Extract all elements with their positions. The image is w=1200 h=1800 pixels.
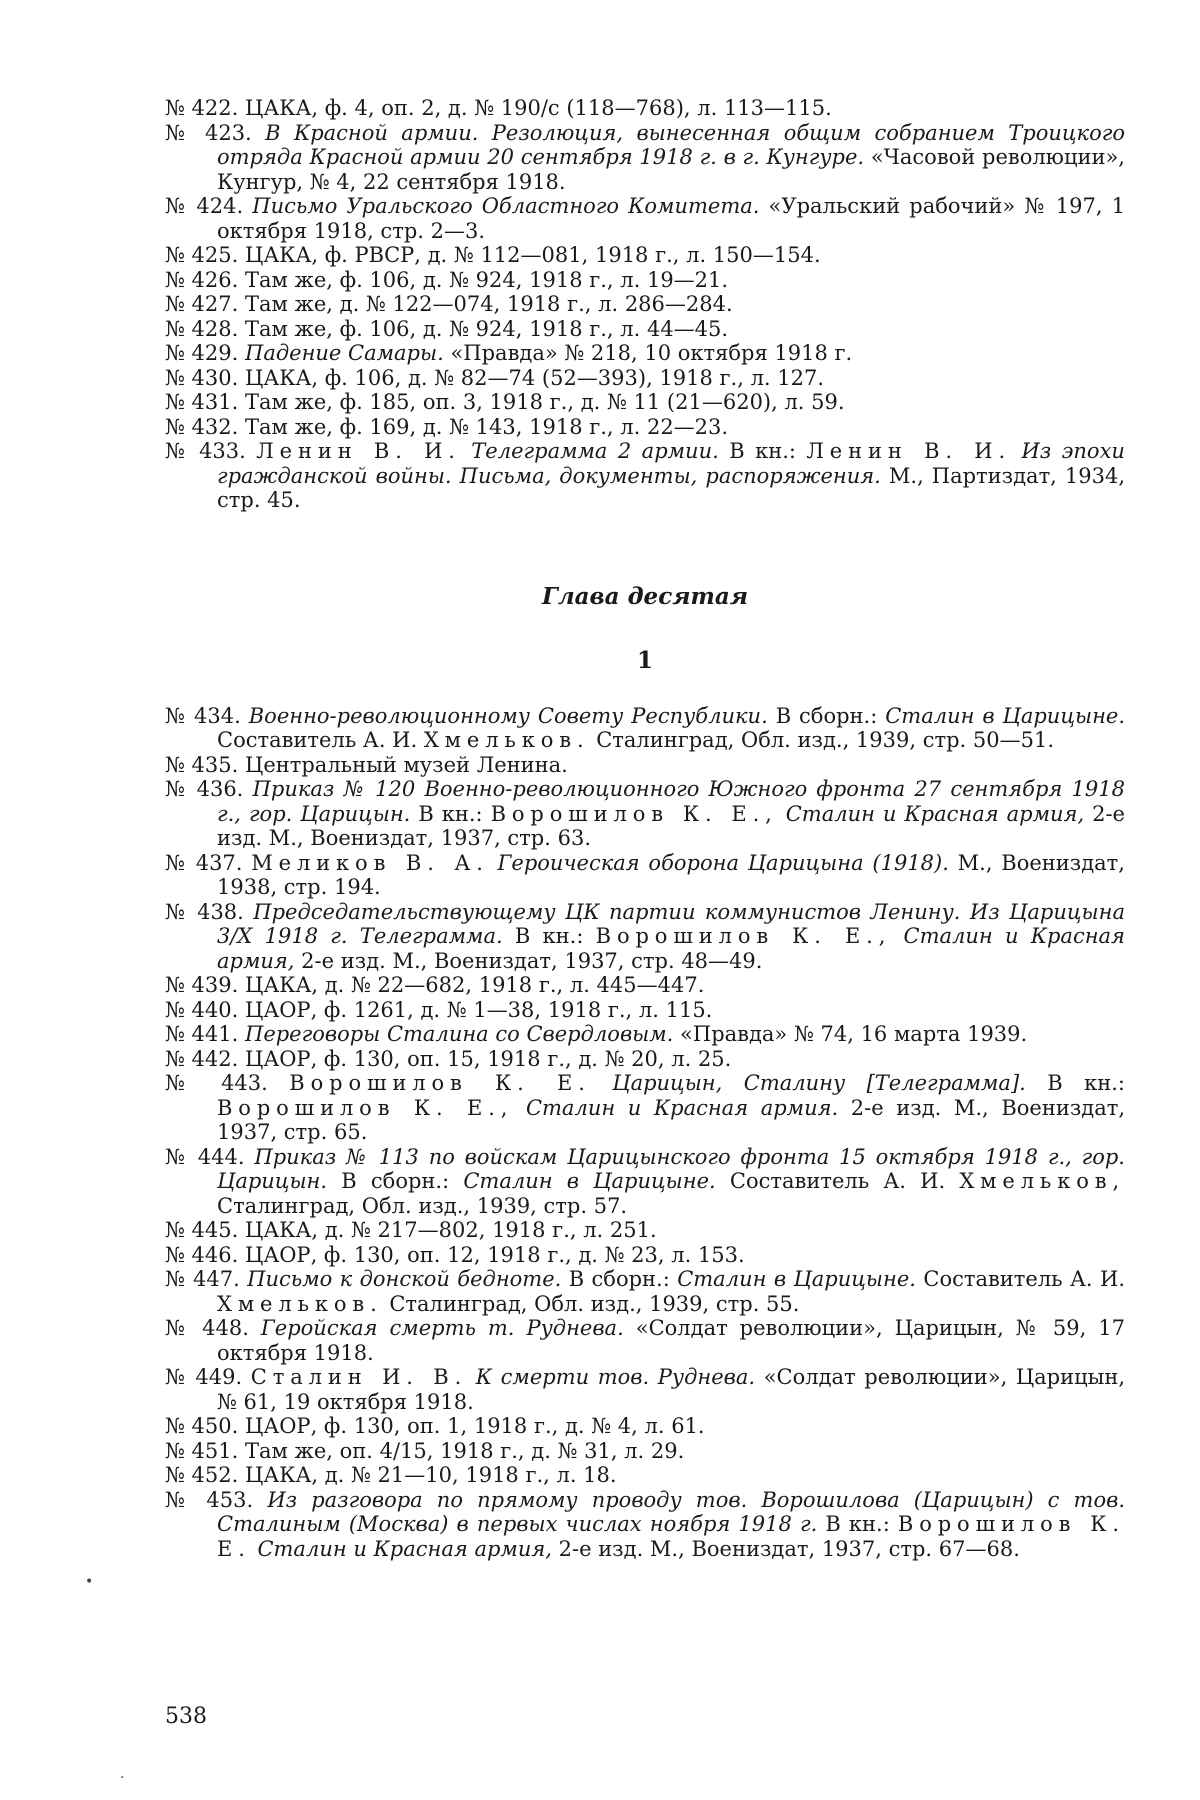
note-entry bbox=[165, 96, 1125, 121]
note-entry bbox=[165, 121, 1125, 195]
note-text: В кн.: bbox=[410, 801, 491, 826]
note-author: Ворошилов К. Е. bbox=[289, 1071, 591, 1095]
note-text bbox=[891, 924, 903, 948]
note-entry bbox=[165, 1145, 1125, 1219]
note-text: В кн.: bbox=[718, 439, 807, 463]
note-title: Из разговора по прямому проводу тов. Ворошилова (Царицын) с тов. Сталиным (Москва) в первых числах ноября 1918 г. bbox=[217, 1487, 1126, 1536]
note-number: № 435. bbox=[165, 752, 239, 777]
note-entry bbox=[165, 390, 1125, 415]
note-text: Там же, ф. 106, д. № 924, 1918 г., л. 44—45. bbox=[245, 316, 729, 341]
note-author: Ленин В. И. bbox=[806, 439, 1011, 463]
note-number: № 451. bbox=[165, 1438, 239, 1463]
note-author: Ленин В. И. bbox=[256, 439, 461, 463]
note-text: В сборн.: bbox=[767, 703, 886, 728]
note-number: № 424. bbox=[165, 194, 244, 218]
note-title: Военно-революционному Совету Республики. bbox=[248, 703, 768, 728]
note-text: В сборн.: bbox=[561, 1267, 678, 1291]
note-number: № 428. bbox=[165, 316, 239, 341]
note-number: № 449. bbox=[165, 1365, 243, 1389]
note-number: № 436. bbox=[165, 777, 244, 801]
note-text bbox=[489, 851, 498, 875]
stray-mark: • bbox=[85, 1574, 94, 1590]
note-entry bbox=[165, 973, 1125, 998]
note-number: № 422. bbox=[165, 96, 239, 120]
note-title: Из эпохи гражданской войны. Письма, документы, распоряжения. bbox=[217, 439, 1125, 488]
note-text: Составитель А. И. bbox=[715, 1169, 960, 1193]
note-entry bbox=[165, 194, 1125, 243]
note-text: В сборн.: bbox=[327, 1169, 464, 1193]
note-number: № 444. bbox=[165, 1144, 245, 1169]
note-text: «Солдат революции», Царицын, № 61, 19 октября 1918. bbox=[217, 1365, 1126, 1414]
note-author: Хмельков, bbox=[959, 1169, 1126, 1193]
note-text: В кн.: bbox=[502, 924, 596, 948]
note-number: № 423. bbox=[165, 120, 252, 145]
stray-mark: · bbox=[120, 1770, 125, 1786]
note-title: Письмо к донской бедноте. bbox=[247, 1267, 562, 1291]
note-number: № 438. bbox=[165, 899, 244, 924]
note-entry bbox=[165, 1463, 1125, 1488]
note-text: Там же, д. № 122—074, 1918 г., л. 286—284. bbox=[245, 292, 733, 316]
note-title: Сталин и Красная армия, bbox=[217, 924, 1125, 973]
note-title: Председательствующему ЦК партии коммунистов Ленину. Из Царицына 3/X 1918 г. Телеграмма. bbox=[217, 899, 1125, 948]
note-title: Геройская смерть т. Руднева. bbox=[260, 1316, 624, 1340]
note-text: ЦАКА, ф. 4, оп. 2, д. № 190/с (118—768), л. 113—115. bbox=[245, 96, 832, 120]
section-number: 1 bbox=[636, 647, 653, 674]
note-text: ЦАКА, д. № 22—682, 1918 г., л. 445—447. bbox=[245, 973, 705, 997]
note-author: Меликов В. А. bbox=[251, 850, 489, 875]
note-title: Падение Самары. bbox=[245, 341, 444, 365]
note-entry bbox=[165, 292, 1125, 317]
note-number: № 431. bbox=[165, 390, 239, 414]
note-number: № 445. bbox=[165, 1218, 239, 1242]
note-title: Сталин и Красная армия. bbox=[525, 1095, 839, 1120]
note-text: «Правда» № 218, 10 октября 1918 г. bbox=[443, 341, 853, 365]
note-number: № 450. bbox=[165, 1414, 239, 1438]
note-entry bbox=[165, 1267, 1125, 1316]
note-text: Там же, ф. 106, д. № 924, 1918 г., л. 19—21. bbox=[245, 267, 729, 292]
note-entry bbox=[165, 851, 1125, 900]
note-entry bbox=[165, 317, 1125, 342]
note-author: Ворошилов К. Е., bbox=[217, 1095, 514, 1120]
note-text bbox=[467, 1365, 476, 1389]
note-text: ЦАКА, д. № 21—10, 1918 г., л. 18. bbox=[245, 1463, 617, 1487]
note-text: «Уральский рабочий» № 197, 1 октября 1918, стр. 2—3. bbox=[217, 194, 1125, 243]
note-text: В кн.: bbox=[817, 1512, 898, 1536]
note-text: ЦАКА, д. № 217—802, 1918 г., л. 251. bbox=[245, 1218, 657, 1242]
note-text: Там же, ф. 185, оп. 3, 1918 г., д. № 11 (21—620), л. 59. bbox=[245, 390, 845, 414]
note-author: Ворошилов К. Е., bbox=[595, 924, 892, 948]
note-number: № 427. bbox=[165, 292, 239, 316]
note-title: Сталин и Красная армия, bbox=[257, 1536, 552, 1561]
note-entry bbox=[165, 1316, 1125, 1365]
note-entry bbox=[165, 439, 1125, 513]
note-text bbox=[461, 439, 471, 463]
note-text bbox=[591, 1071, 612, 1095]
note-entry bbox=[165, 1439, 1125, 1464]
note-text: Там же, оп. 4/15, 1918 г., д. № 31, л. 29. bbox=[245, 1438, 685, 1463]
note-number: № 432. bbox=[165, 414, 239, 439]
note-text: ЦАКА, ф. 106, д. № 82—74 (52—393), 1918 г., л. 127. bbox=[245, 365, 825, 390]
note-text: Сталинград, Обл. изд., 1939, стр. 50—51. bbox=[589, 728, 1055, 752]
note-entry bbox=[165, 1488, 1125, 1562]
note-number: № 443. bbox=[165, 1071, 268, 1095]
note-title: Царицын, Сталину [Телеграмма]. bbox=[612, 1071, 1026, 1095]
note-entry bbox=[165, 366, 1125, 391]
note-number: № 425. bbox=[165, 243, 239, 267]
note-number: № 447. bbox=[165, 1267, 240, 1291]
note-text: Центральный музей Ленина. bbox=[245, 752, 568, 777]
note-entry bbox=[165, 704, 1125, 753]
note-entry bbox=[165, 1071, 1125, 1145]
note-text bbox=[1011, 439, 1021, 463]
note-author: Ворошилов К. Е., bbox=[490, 801, 778, 826]
note-title: Сталин и Красная армия, bbox=[785, 801, 1085, 826]
note-number: № 448. bbox=[165, 1316, 249, 1340]
note-entry bbox=[165, 1414, 1125, 1439]
note-text: М., Воениздат, 1938, стр. 194. bbox=[217, 850, 1125, 899]
note-title: Сталин в Царицыне. bbox=[463, 1169, 716, 1193]
note-text: Составитель А. И. bbox=[217, 728, 424, 752]
note-text: Сталинград, Обл. изд., 1939, стр. 55. bbox=[382, 1291, 800, 1316]
document-page bbox=[165, 96, 1125, 1561]
note-text: «Часовой революции», Кунгур, № 4, 22 сентября 1918. bbox=[217, 145, 1125, 194]
note-number: № 452. bbox=[165, 1463, 239, 1487]
note-number: № 446. bbox=[165, 1242, 239, 1267]
note-text: М., Партиздат, 1934, стр. 45. bbox=[217, 463, 1126, 512]
note-number: № 430. bbox=[165, 365, 239, 390]
note-number: № 429. bbox=[165, 341, 239, 365]
note-text: Там же, ф. 169, д. № 143, 1918 г., л. 22—23. bbox=[245, 414, 729, 439]
note-text: ЦАОР, ф. 1261, д. № 1—38, 1918 г., л. 115. bbox=[245, 997, 713, 1022]
note-entry bbox=[165, 1365, 1125, 1414]
note-text: В кн.: bbox=[1025, 1071, 1126, 1095]
note-text: ЦАКА, ф. РВСР, д. № 112—081, 1918 г., л. 150—154. bbox=[245, 243, 821, 267]
note-entry bbox=[165, 753, 1125, 778]
note-entry bbox=[165, 900, 1125, 974]
note-number: № 453. bbox=[165, 1487, 254, 1512]
note-number: № 439. bbox=[165, 973, 239, 997]
note-entry bbox=[165, 243, 1125, 268]
note-title: К смерти тов. Руднева. bbox=[475, 1365, 756, 1389]
note-number: № 440. bbox=[165, 997, 239, 1022]
note-text: 2-е изд. М., Воениздат, 1937, стр. 67—68. bbox=[551, 1536, 1020, 1561]
note-text: ЦАОР, ф. 130, оп. 12, 1918 г., д. № 23, л. 153. bbox=[245, 1242, 745, 1267]
note-number: № 426. bbox=[165, 267, 239, 292]
note-entry bbox=[165, 341, 1125, 366]
note-text: Составитель А. И. bbox=[915, 1267, 1125, 1291]
note-text: 2-е изд. М., Воениздат, 1937, стр. 65. bbox=[217, 1095, 1126, 1144]
note-title: В Красной армии. Резолюция, вынесенная общим собранием Троицкого отряда Красной армии 20 сентября 1918 г. в г. Кунгуре. bbox=[217, 120, 1125, 169]
note-entry bbox=[165, 268, 1125, 293]
note-title: Приказ № 113 по войскам Царицынского фронта 15 октября 1918 г., гор. Царицын. bbox=[217, 1144, 1125, 1193]
note-text: «Правда» № 74, 16 марта 1939. bbox=[673, 1022, 1028, 1046]
page-number: 538 bbox=[165, 1704, 207, 1729]
note-title: Героическая оборона Царицына (1918). bbox=[497, 850, 949, 875]
notes-list-top bbox=[165, 96, 1125, 513]
note-entry bbox=[165, 415, 1125, 440]
note-text: ЦАОР, ф. 130, оп. 15, 1918 г., д. № 20, л. 25. bbox=[245, 1046, 732, 1071]
note-text bbox=[778, 802, 786, 826]
note-text: 2-е изд. М., Воениздат, 1937, стр. 48—49. bbox=[294, 948, 763, 973]
note-entry bbox=[165, 1047, 1125, 1072]
note-number: № 442. bbox=[165, 1046, 239, 1071]
note-text: Сталинград, Обл. изд., 1939, стр. 57. bbox=[217, 1193, 628, 1218]
note-author: Сталин И. В. bbox=[250, 1365, 468, 1389]
note-author: Ворошилов К. Е. bbox=[217, 1512, 1125, 1561]
note-author: Хмельков. bbox=[217, 1291, 383, 1316]
note-number: № 433. bbox=[165, 439, 246, 463]
note-title: Телеграмма 2 армии. bbox=[471, 439, 719, 463]
note-number: № 437. bbox=[165, 850, 243, 875]
chapter-title: Глава десятая bbox=[541, 582, 749, 610]
note-title: Письмо Уральского Областного Комитета. bbox=[252, 194, 760, 218]
note-title: Переговоры Сталина со Свердловым. bbox=[245, 1022, 674, 1046]
note-text bbox=[513, 1096, 526, 1120]
note-text: 2-е изд. М., Воениздат, 1937, стр. 63. bbox=[217, 801, 1125, 850]
note-title: Приказ № 120 Военно-революционного Южного фронта 27 сентября 1918 г., гор. Царицын. bbox=[217, 777, 1125, 826]
note-title: Сталин в Царицыне. bbox=[677, 1267, 916, 1291]
note-entry bbox=[165, 998, 1125, 1023]
note-text: «Солдат революции», Царицын, № 59, 17 октября 1918. bbox=[217, 1316, 1125, 1365]
note-title: Сталин в Царицыне. bbox=[885, 703, 1126, 728]
note-author: Хмельков. bbox=[423, 728, 590, 752]
note-entry bbox=[165, 1022, 1125, 1047]
note-number: № 441. bbox=[165, 1022, 239, 1046]
note-text: ЦАОР, ф. 130, оп. 1, 1918 г., д. № 4, л. 61. bbox=[245, 1414, 705, 1438]
note-entry bbox=[165, 1218, 1125, 1243]
note-number: № 434. bbox=[165, 703, 241, 728]
note-entry bbox=[165, 1243, 1125, 1268]
notes-list-bottom bbox=[165, 704, 1125, 1562]
note-entry bbox=[165, 777, 1125, 851]
